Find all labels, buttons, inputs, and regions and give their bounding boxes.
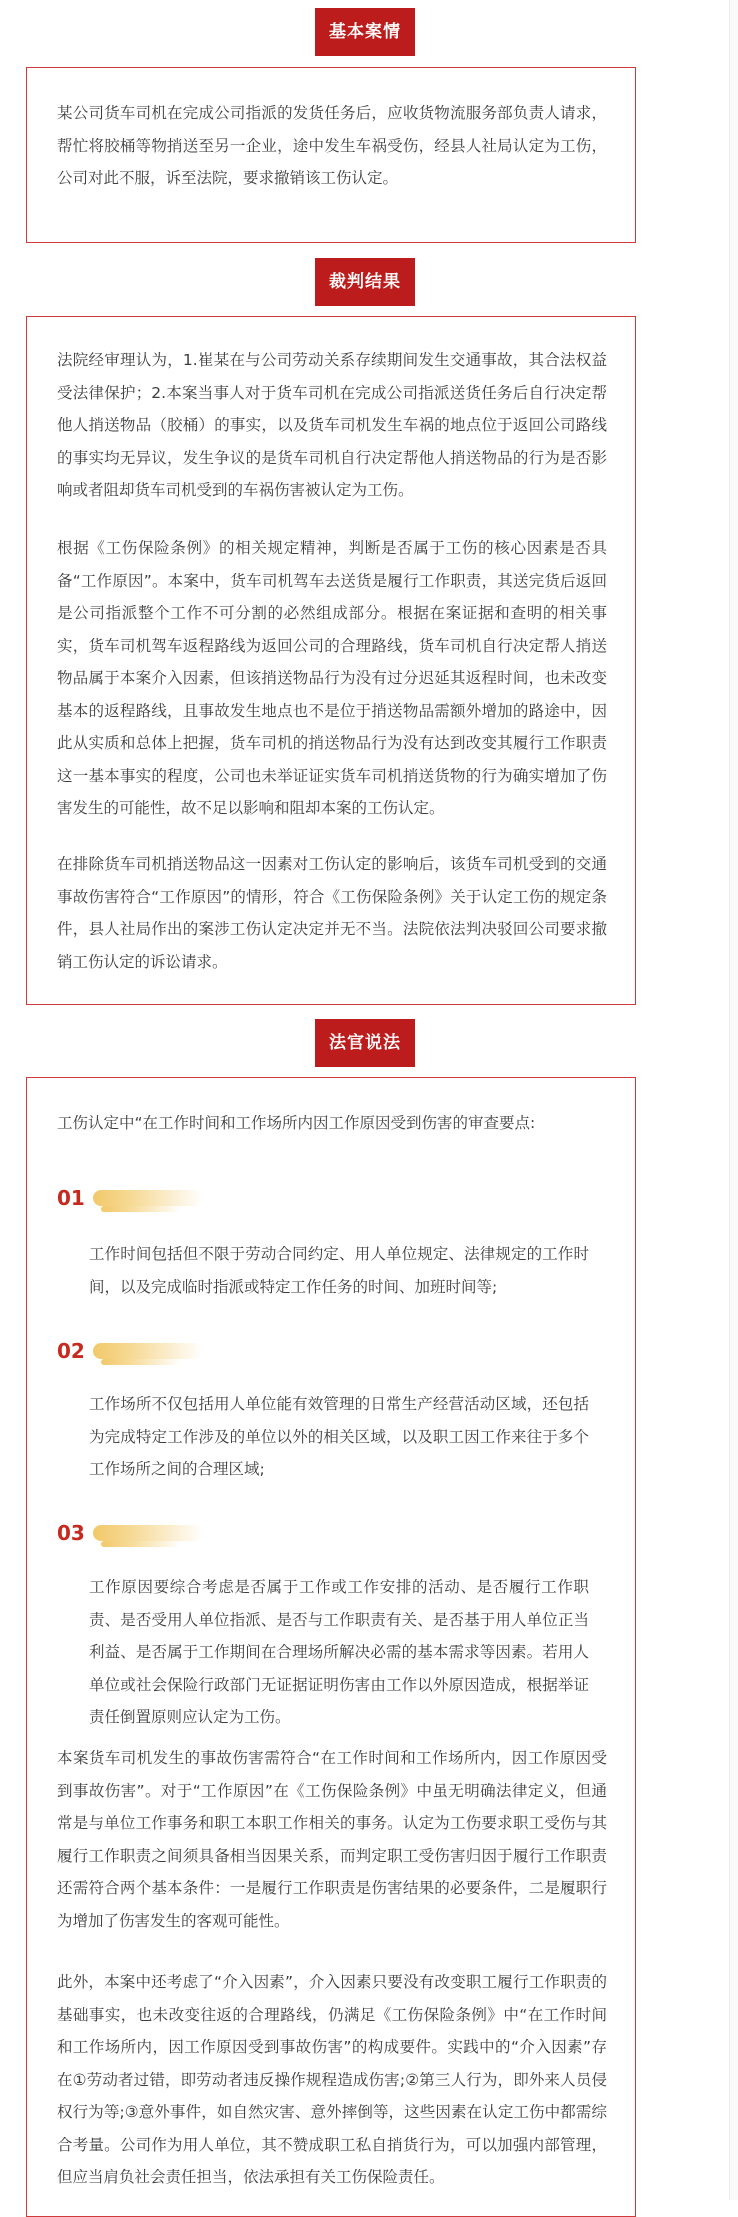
scrollbar-track[interactable] [729,0,738,2200]
basic-facts-box [26,67,636,243]
judgment-paragraph-2: 根据《工伤保险条例》的相关规定精神，判断是否属于工伤的核心因素是否具备“工作原因”。本案中，货车司机驾车去送货是履行工作职责，其送完货后返回是公司指派整个工作不可分割的必然组成部分。根据在案证据和查明的相关事实，货车司机驾车返程路线为返回公司的合理路线，货车司机自行决定帮人捎送物品属于本案介入因素，但该捎送物品行为没有过分迟延其返程时间，也未改变基本的返程路线，且事故发生地点也不是位于捎送物品需额外增加的路途中，因此从实质和总体上把握，货车司机的捎送物品行为没有达到改变其履行工作职责这一基本事实的程度，公司也未举证证实货车司机捎送货物的行为确实增加了伤害发生的可能性，故不足以影响和阻却本案的工伤认定。 [57,539,607,817]
section-title-judgment: 裁判结果 [315,258,415,306]
judge-paragraph-2: 此外，本案中还考虑了“介入因素”，介入因素只要没有改变职工履行工作职责的基础事实，也未改变往返的合理路线，仍满足《工伤保险条例》中“在工作时间和工作场所内，因工作原因受到事故伤害”的构成要件。实践中的“介入因素”存在①劳动者过错，即劳动者违反操作规程造成伤害;②第三人行为，即外来人员侵权行为等;③意外事件，如自然灾害、意外摔倒等，这些因素在认定工伤中都需综合考量。公司作为用人单位，其不赞成职工私自捎货行为，可以加强内部管理，但应当肩负社会责任担当，依法承担有关工伤保险责任。 [57,1973,607,2186]
point-number-1: 01 [57,1186,85,1210]
point-decoration-3b [101,1541,181,1547]
point-decoration-1 [93,1190,203,1206]
point-number-3: 03 [57,1521,85,1545]
judgment-box [26,316,636,1005]
point-decoration-2b [101,1359,181,1365]
judgment-paragraph-3: 在排除货车司机捎送物品这一因素对工伤认定的影响后，该货车司机受到的交通事故伤害符合“工作原因”的情形，符合《工伤保险条例》关于认定工伤的规定条件，县人社局作出的案涉工伤认定决定并无不当。法院依法判决驳回公司要求撤销工伤认定的诉讼请求。 [57,855,607,971]
point-decoration-3 [93,1525,203,1541]
judge-intro: 工伤认定中“在工作时间和工作场所内因工作原因受到伤害的审查要点: [57,1114,536,1132]
judge-commentary-box [26,1077,636,2217]
point-text-3: 工作原因要综合考虑是否属于工作或工作安排的活动、是否履行工作职责、是否受用人单位指派、是否与工作职责有关、是否基于用人单位正当利益、是否属于工作期间在合理场所解决必需的基本需求等因素。若用人单位或社会保险行政部门无证据证明伤害由工作以外原因造成，根据举证责任倒置原则应认定为工伤。 [89,1578,589,1726]
section-title-judge: 法官说法 [315,1019,415,1067]
point-number-2: 02 [57,1339,85,1363]
judgment-paragraph-1: 法院经审理认为，1.崔某在与公司劳动关系存续期间发生交通事故，其合法权益受法律保护；2.本案当事人对于货车司机在完成公司指派送货任务后自行决定帮他人捎送物品（胶桶）的事实，以及货车司机发生车祸的地点位于返回公司路线的事实均无异议，发生争议的是货车司机自行决定帮他人捎送物品的行为是否影响或者阻却货车司机受到的车祸伤害被认定为工伤。 [57,351,607,499]
point-text-2: 工作场所不仅包括用人单位能有效管理的日常生产经营活动区域，还包括为完成特定工作涉及的单位以外的相关区域，以及职工因工作来往于多个工作场所之间的合理区域; [89,1395,589,1478]
point-text-1: 工作时间包括但不限于劳动合同约定、用人单位规定、法律规定的工作时间，以及完成临时指派或特定工作任务的时间、加班时间等; [89,1245,589,1296]
point-decoration-2 [93,1343,203,1359]
point-decoration-1b [101,1206,181,1212]
basic-facts-text: 某公司货车司机在完成公司指派的发货任务后，应收货物流服务部负责人请求，帮忙将胶桶等物捎送至另一企业，途中发生车祸受伤，经县人社局认定为工伤，公司对此不服，诉至法院，要求撤销该工伤认定。 [57,104,607,187]
judge-paragraph-1: 本案货车司机发生的事故伤害需符合“在工作时间和工作场所内，因工作原因受到事故伤害”。对于“工作原因”在《工伤保险条例》中虽无明确法律定义，但通常是与单位工作事务和职工本职工作相关的事务。认定为工伤要求职工受伤与其履行工作职责之间须具备相当因果关系，而判定职工受伤害归因于履行工作职责还需符合两个基本条件：一是履行工作职责是伤害结果的必要条件，二是履职行为增加了伤害发生的客观可能性。 [57,1749,607,1930]
section-title-basic: 基本案情 [315,8,415,56]
